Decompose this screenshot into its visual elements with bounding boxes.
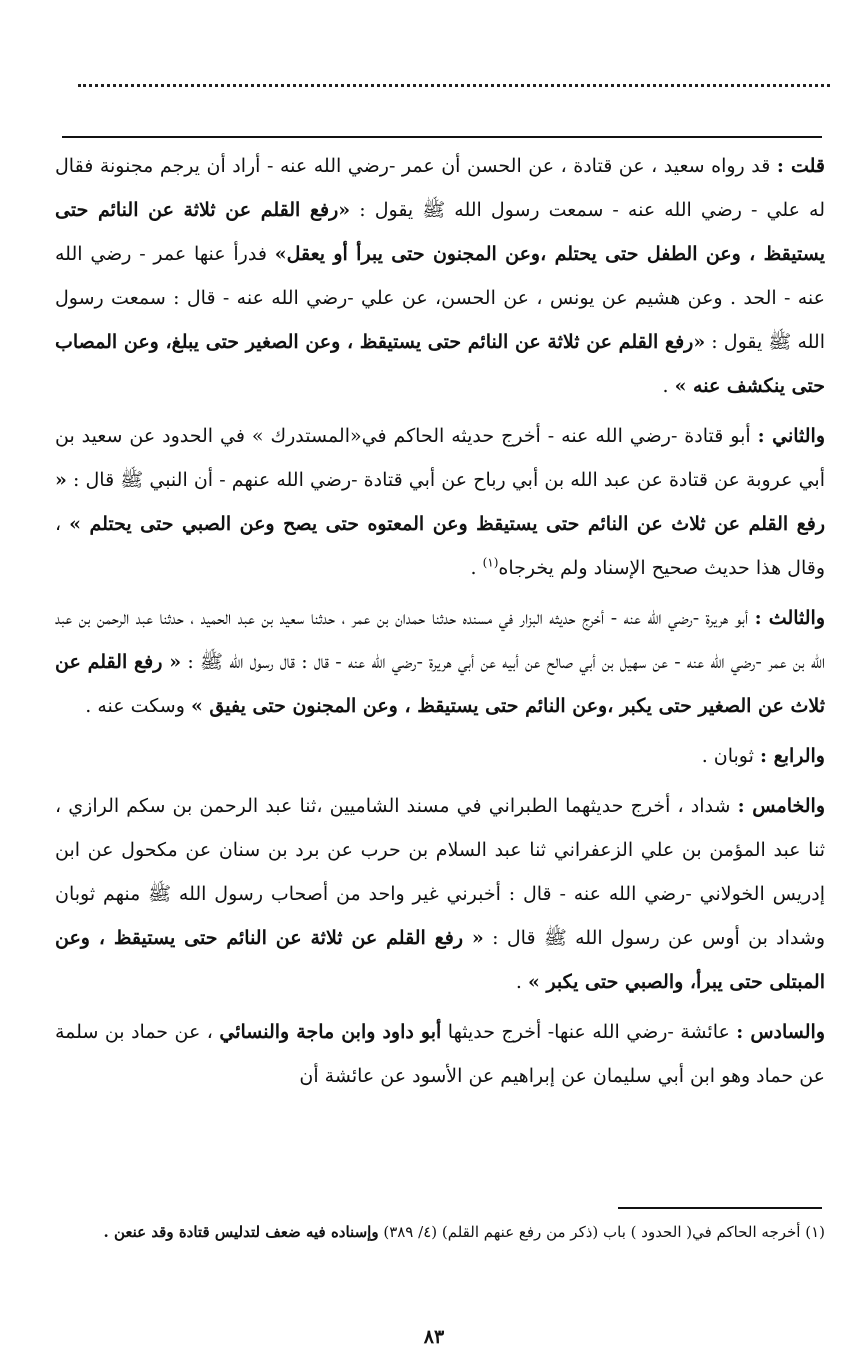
header-dotted-line	[78, 84, 830, 87]
footnote-rule	[618, 1207, 822, 1209]
footnote-text: (١) أخرجه الحاكم في( الحدود ) باب (ذكر من رفع عنهم القلم) (٤/ ٣٨٩)	[378, 1223, 825, 1241]
page-number: ٨٣	[423, 1326, 445, 1348]
paragraph-lead: والسادس :	[736, 1021, 825, 1043]
paragraph	[55, 414, 825, 590]
paragraph-lead: والخامس :	[737, 795, 825, 817]
hadith-quote: « رفع القلم عن ثلاث عن الصغير حتى يكبر ،وعن النائم حتى يستيقظ ، وعن المجنون حتى يفيق »	[55, 651, 825, 717]
paragraph-text: وسكت عنه .	[85, 695, 191, 717]
paragraph-text: عائشة -رضي الله عنها- أخرج حديثها	[441, 1021, 737, 1043]
hadith-quote: «رفع القلم عن ثلاثة عن النائم حتى يستيقظ ، وعن الصغير حتى يبلغ، وعن المصاب حتى ينكشف عنه »	[55, 331, 825, 397]
paragraph-lead: والثالث :	[754, 607, 826, 629]
paragraph-text: أبو قتادة -رضي الله عنه - أخرج حديثه الحاكم في«المستدرك » في الحدود عن سعيد بن أبي عروبة عن قتادة عن عبد الله بن أبي رباح عن أبي قتادة -رضي الله عنهم - أن النبي ﷺ قال :	[55, 425, 825, 491]
paragraph	[55, 734, 825, 778]
paragraph	[55, 1010, 825, 1098]
paragraph-text: ، عن حماد بن سلمة عن حماد وهو ابن أبي سليمان عن إبراهيم عن الأسود عن عائشة أن	[55, 1021, 825, 1087]
hadith-quote: « رفع القلم عن ثلاثة عن النائم حتى يستيقظ ، وعن المبتلى حتى يبرأ، والصبي حتى يكبر »	[55, 927, 825, 993]
paragraph-text: قد رواه سعيد ، عن قتادة ، عن الحسن أن عمر -رضي الله عنه - أراد أن يرجم مجنونة فقال له علي - رضي الله عنه - سمعت رسول الله ﷺ يقول :	[55, 155, 825, 221]
paragraph	[55, 784, 825, 1004]
paragraph-text: شداد ، أخرج حديثهما الطبراني في مسند الشاميين ،ثنا عبد الرحمن بن سكم الرازي ، ثنا عبد المؤمن بن علي الزعفراني ثنا عبد السلام بن حرب عن برد بن سنان عن مكحول عن ابن إدريس الخولاني -رضي الله عنه - قال : أخبرني غير واحد من أصحاب رسول الله ﷺ منهم ثوبان وشداد بن أوس عن رسول الله ﷺ قال :	[55, 795, 825, 949]
paragraph-text: .	[515, 971, 528, 993]
hadith-quote: أبو داود وابن ماجة والنسائي	[219, 1021, 442, 1043]
hadith-quote: « رفع القلم عن ثلاث عن النائم حتى يستيقظ وعن المعتوه حتى يصح وعن الصبي حتى يحتلم »	[55, 469, 826, 535]
paragraph	[55, 596, 825, 728]
paragraph-text: فدرأ عنها عمر - رضي الله عنه - الحد . وعن هشيم عن يونس ، عن الحسن، عن علي -رضي الله عنه - قال : سمعت رسول الله ﷺ يقول :	[55, 243, 825, 353]
paragraph	[55, 144, 825, 408]
main-text	[55, 144, 825, 1104]
paragraph-text: .	[662, 375, 675, 397]
paragraph-text: ، وقال هذا حديث صحيح الإسناد ولم يخرجاه	[55, 513, 825, 579]
header-rule	[62, 136, 822, 138]
paragraph-lead: والثاني :	[757, 425, 825, 447]
paragraph-text: .	[470, 557, 483, 579]
paragraph-lead: قلت :	[776, 155, 825, 177]
footnote	[55, 1212, 825, 1252]
footnote-marker[interactable]: (١)	[482, 555, 499, 570]
paragraph-text: أبو هريرة -رضي الله عنه - أخرج حديثه البزار في مسنده حدثنا حمدان بن عمر ، حدثنا سعيد بن عبد الحميد ، حدثنا عبد الرحمن بن عبد الله بن عمر -رضي الله عنه - عن سهيل بن أبي صالح عن أبيه عن أبي هريرة -رضي الله عنه - قال : قال رسول الله ﷺ :	[55, 607, 825, 673]
footnote-bold-text: وإسناده فيه ضعف لتدليس قتادة وقد عنعن .	[103, 1223, 379, 1241]
paragraph-text: ثوبان .	[701, 745, 760, 767]
hadith-quote: «رفع القلم عن ثلاثة عن النائم حتى يستيقظ ، وعن الطفل حتى يحتلم ،وعن المجنون حتى يبرأ أو يعقل»	[55, 199, 825, 265]
paragraph-lead: والرابع :	[759, 745, 825, 767]
